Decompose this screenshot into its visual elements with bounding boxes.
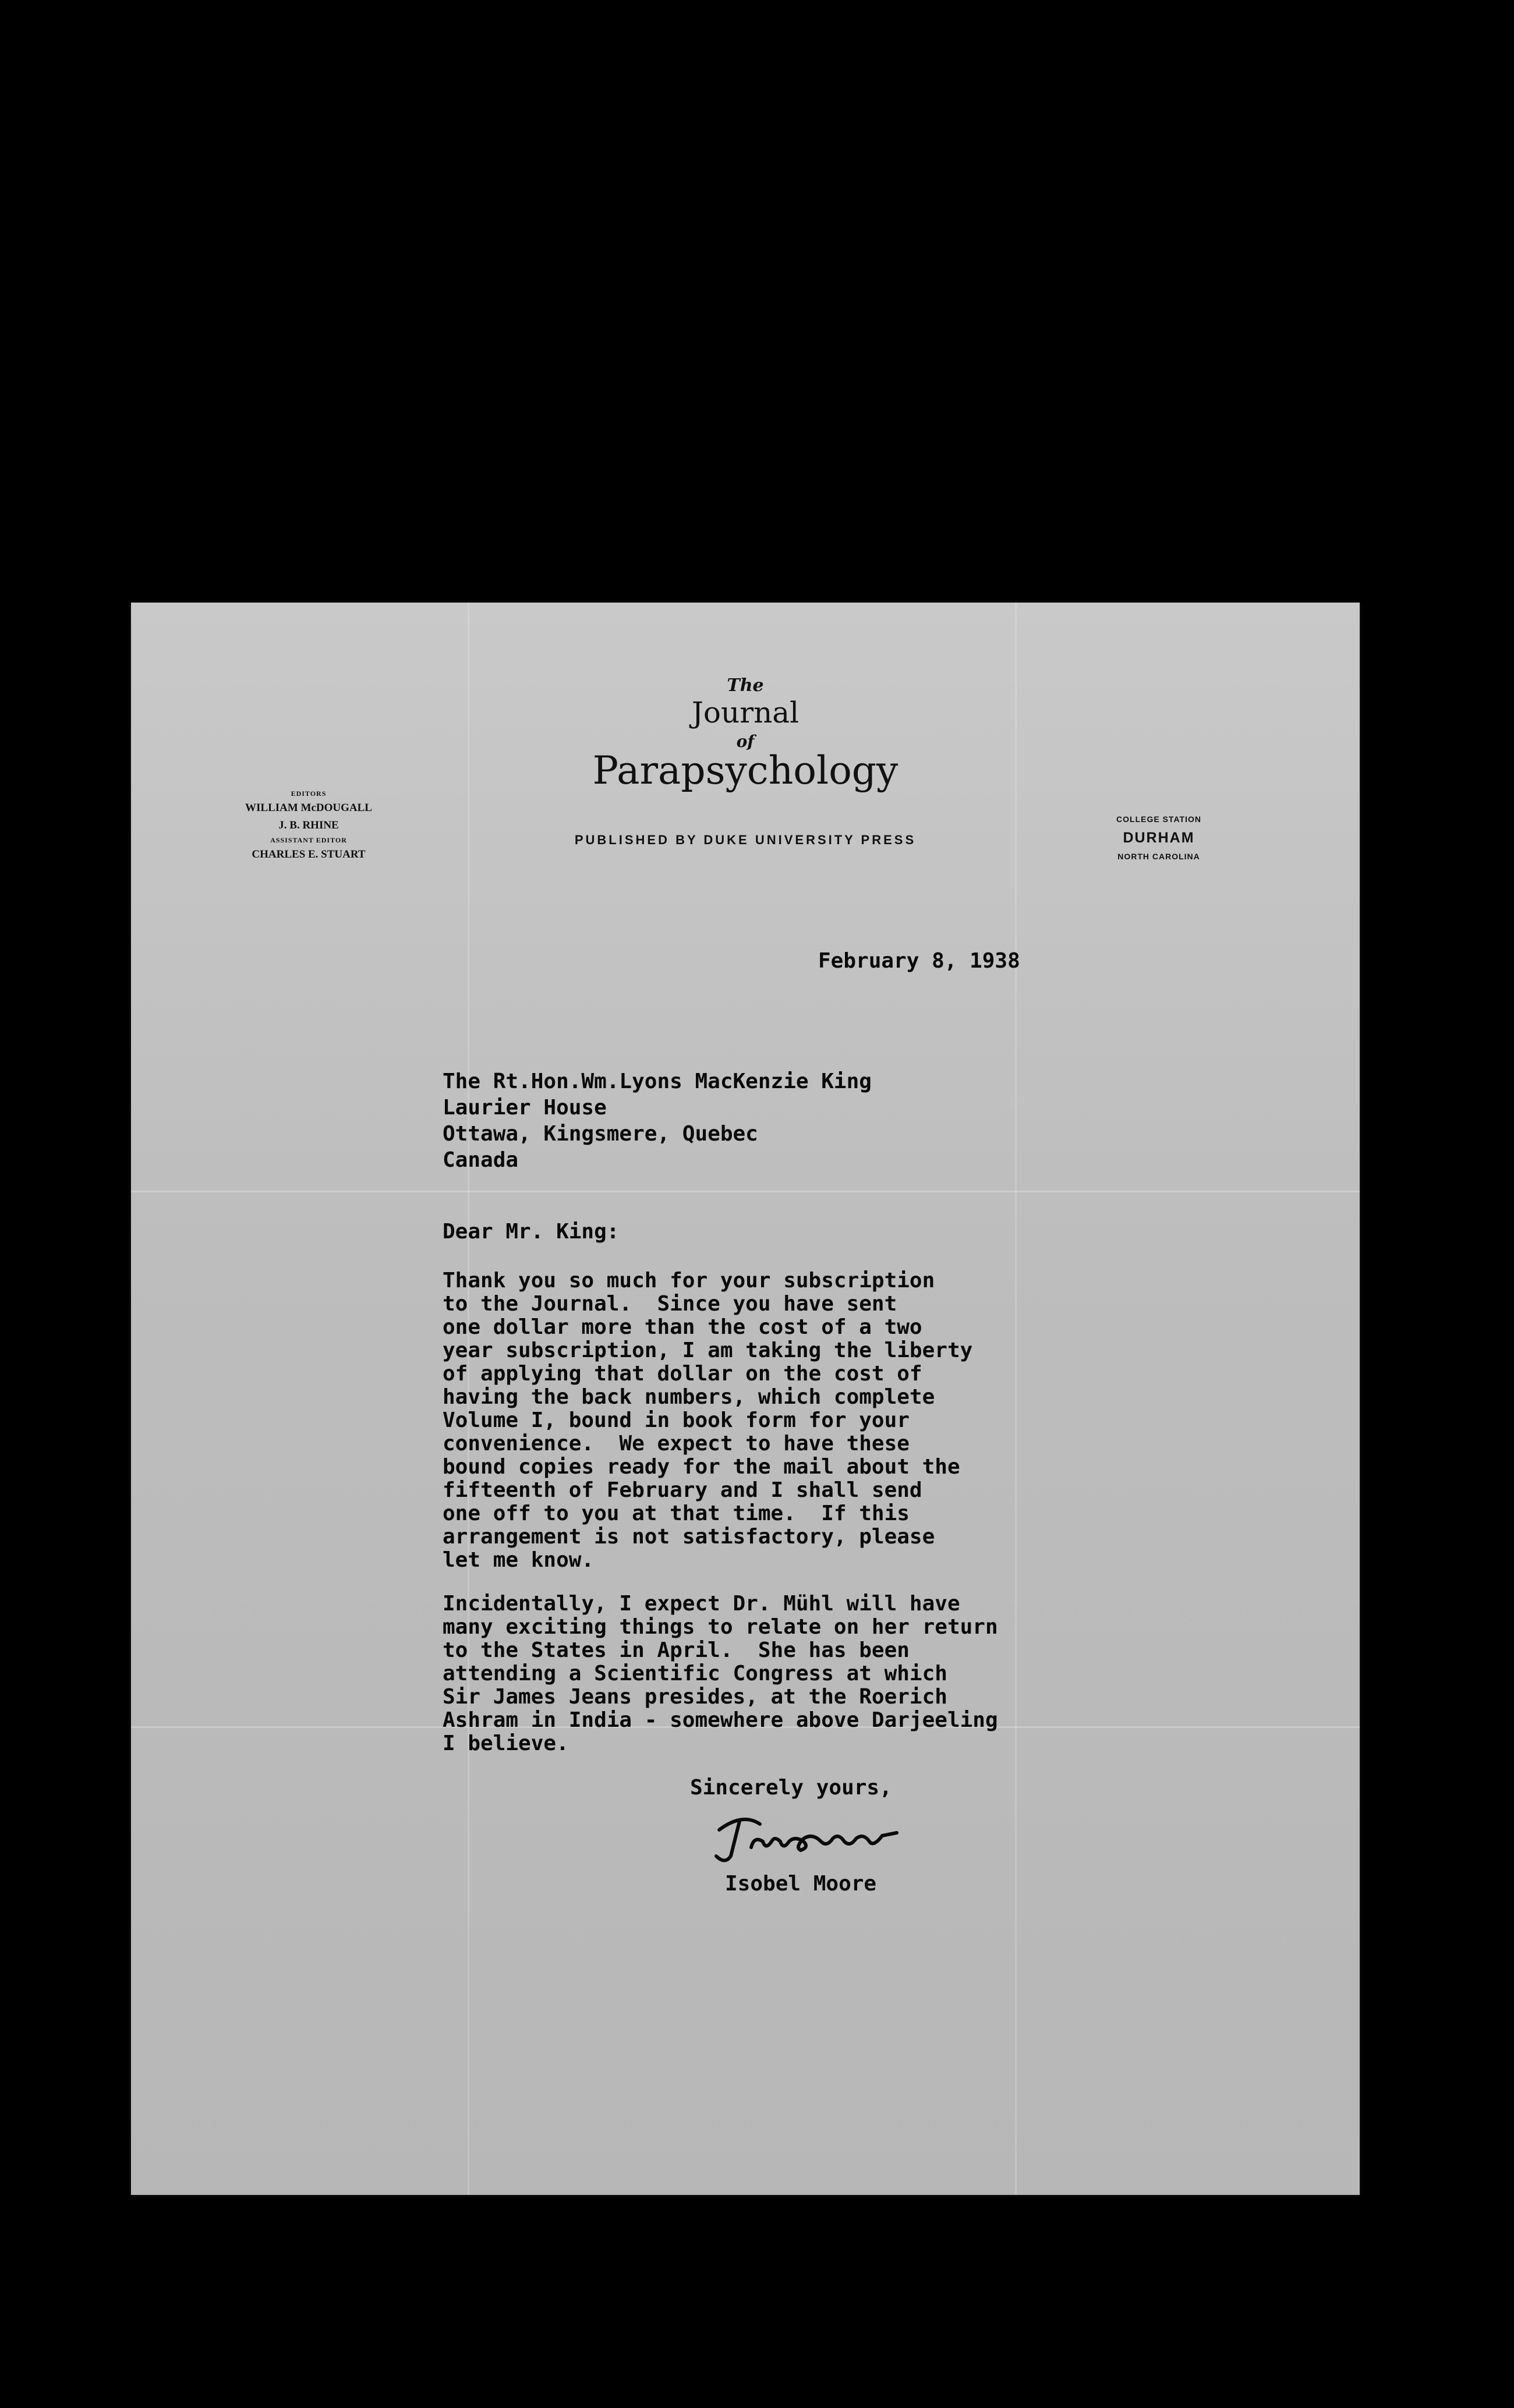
- assistant-editor-label: ASSISTANT EDITOR: [270, 836, 347, 844]
- station-label: COLLEGE STATION: [1116, 815, 1201, 824]
- masthead-journal: Journal: [691, 696, 800, 730]
- paragraph-1: [443, 1269, 1165, 1572]
- recipient-address: [443, 1068, 872, 1173]
- state-label: NORTH CAROLINA: [1117, 852, 1200, 861]
- signer-name: Isobel Moore: [725, 1872, 877, 1896]
- text-line: many exciting things to relate on her return: [443, 1615, 998, 1639]
- text-line: bound copies ready for the mail about the: [443, 1455, 960, 1479]
- location-block: [1083, 810, 1234, 865]
- text-line: Volume I, bound in book form for your: [443, 1408, 910, 1432]
- masthead-of: of: [736, 732, 755, 751]
- text-line: Ashram in India - somewhere above Darjeeling: [443, 1708, 998, 1732]
- editors-block: [221, 788, 396, 863]
- text-line: one dollar more than the cost of a two: [443, 1315, 922, 1339]
- text-line: year subscription, I am taking the liberty: [443, 1338, 973, 1362]
- text-line: to the Journal. Since you have sent: [443, 1292, 897, 1316]
- paragraph-2: [443, 1592, 1165, 1755]
- text-line: Incidentally, I expect Dr. Mühl will have: [443, 1592, 960, 1616]
- text-line: let me know.: [443, 1548, 595, 1572]
- text-line: convenience. We expect to have these: [443, 1432, 910, 1456]
- text-line: Thank you so much for your subscription: [443, 1269, 935, 1292]
- text-line: one off to you at that time. If this: [443, 1502, 910, 1525]
- masthead-title: Parapsychology: [592, 748, 899, 793]
- letter-date: February 8, 1938: [818, 949, 1020, 973]
- editor-name: J. B. RHINE: [278, 819, 339, 831]
- fold-line: [131, 1191, 1360, 1192]
- address-line: Ottawa, Kingsmere, Quebec: [443, 1122, 758, 1146]
- letter-page: [131, 603, 1360, 2195]
- salutation: Dear Mr. King:: [443, 1220, 620, 1244]
- text-line: having the back numbers, which complete: [443, 1385, 935, 1409]
- text-line: of applying that dollar on the cost of: [443, 1362, 922, 1386]
- editors-label: EDITORS: [291, 789, 327, 798]
- address-line: The Rt.Hon.Wm.Lyons MacKenzie King: [443, 1070, 872, 1093]
- handwritten-signature: [708, 1807, 905, 1871]
- address-line: Canada: [443, 1148, 519, 1172]
- text-line: I believe.: [443, 1731, 569, 1755]
- assistant-editor-name: CHARLES E. STUART: [252, 848, 366, 860]
- text-line: arrangement is not satisfactory, please: [443, 1525, 935, 1549]
- masthead-the: The: [727, 675, 764, 696]
- city-label: DURHAM: [1123, 830, 1195, 846]
- text-line: fifteenth of February and I shall send: [443, 1478, 922, 1502]
- text-line: Sir James Jeans presides, at the Roerich: [443, 1685, 947, 1709]
- editor-name: WILLIAM McDOUGALL: [245, 802, 372, 814]
- text-line: to the States in April. She has been: [443, 1638, 910, 1662]
- publisher-line: PUBLISHED BY DUKE UNIVERSITY PRESS: [574, 833, 917, 847]
- text-line: attending a Scientific Congress at which: [443, 1662, 947, 1685]
- address-line: Laurier House: [443, 1096, 607, 1120]
- closing: Sincerely yours,: [690, 1776, 892, 1800]
